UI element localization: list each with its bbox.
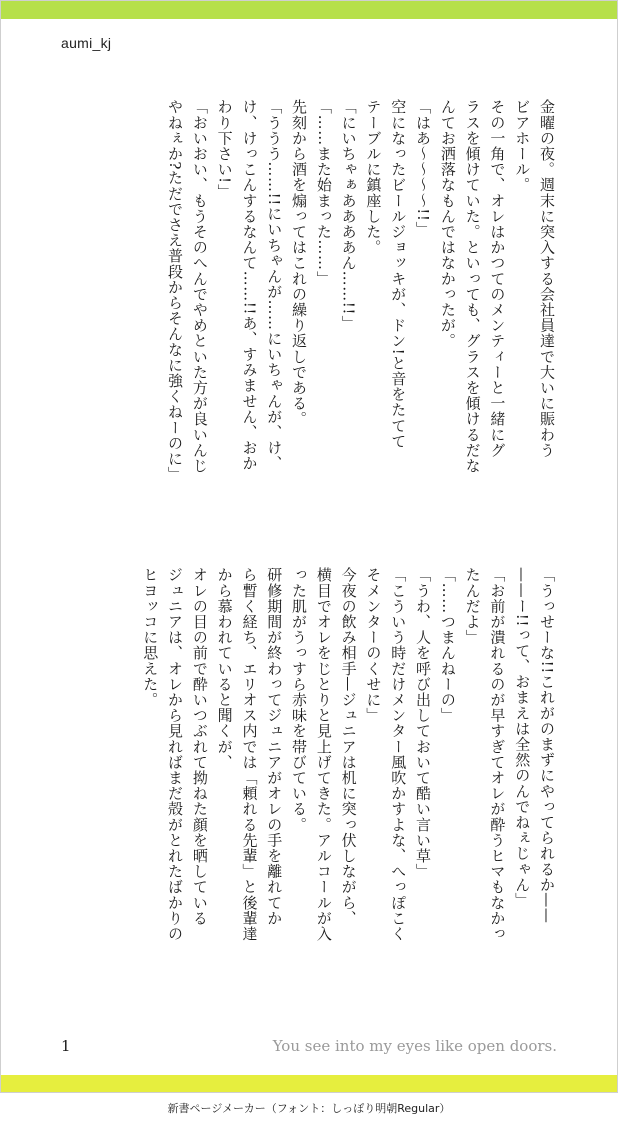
- text-line: 「うわ、人を呼び出しておいて酷い言い草」: [414, 567, 433, 879]
- text-line: 空になったビールジョッキが、ドン!と音をたてて: [389, 99, 408, 449]
- text-line: わり下さい!」: [215, 99, 234, 200]
- text-column-bottom: [61, 567, 559, 1013]
- page-tagline: You see into my eyes like open doors.: [272, 1037, 557, 1055]
- bottom-accent-bar: [1, 1075, 617, 1093]
- text-line: ジュニアは、オレから見ればまだ殻がとれたばかりの: [166, 567, 185, 942]
- text-line: ラスを傾けていた。といっても、グラスを傾けるだな: [463, 99, 482, 474]
- text-line: 横目でオレをじとりと見上げてきた。アルコールが入: [314, 567, 333, 942]
- text-line: 「ううう……!!にいちゃんが……にいちゃんが、け、: [265, 99, 284, 472]
- text-line: オレの目の前で酔いつぶれて拗ねた顔を晒している: [190, 567, 209, 926]
- text-line: テーブルに鎮座した。: [364, 99, 383, 255]
- text-line: ビアホール。: [513, 99, 532, 193]
- text-line: その一角で、オレはかつてのメンティーと一緒にグ: [488, 99, 507, 458]
- text-line: んてお洒落なもんではなかったが。: [438, 99, 457, 349]
- text-line: ヒヨッコに思えた。: [141, 567, 160, 708]
- text-line: やねぇか?ただでさえ普段からそんなに強くねーのに」: [166, 99, 185, 483]
- text-line: 「おいおい、もうそのへんでやめといた方が良いんじ: [190, 99, 209, 474]
- generator-credit: 新書ページメーカー（フォント：しっぽり明朝Regular）: [167, 1102, 451, 1115]
- text-line: け、けっこんするなんて……!!あ、すみません、おか: [240, 99, 259, 472]
- text-column-top: [61, 99, 559, 545]
- text-line: 「はあ〜〜〜〜!!」: [414, 99, 433, 238]
- text-line: 「こういう時だけメンター風吹かすよな、へっぽこく: [389, 567, 408, 942]
- text-line: そメンターのくせに」: [364, 567, 383, 723]
- text-line: ら暫く経ち、エリオス内では「頼れる先輩」と後輩達: [240, 567, 259, 942]
- text-line: 「にいちゃぁああああん……!!」: [339, 99, 358, 331]
- text-line: 「うっせーな!!これがのまずにやってられるか——: [538, 567, 556, 924]
- text-line: ——ー!!って、おまえは全然のんでねぇじゃん」: [513, 567, 532, 908]
- text-line: 「……つまんねーの」: [438, 567, 457, 723]
- text-line: 「……また始まった……」: [314, 99, 333, 287]
- page-number: 1: [61, 1037, 71, 1055]
- text-line: から慕われていると聞くが、: [215, 567, 234, 770]
- text-line: った肌がうっすら赤味を帯びている。: [290, 567, 309, 833]
- text-line: 今夜の飲み相手—ジュニアは机に突っ伏しながら、: [339, 567, 358, 926]
- text-line: 先刻から酒を煽ってはこれの繰り返しである。: [290, 99, 309, 427]
- author-name: aumi_kj: [61, 35, 112, 51]
- text-line: 「お前が潰れるのが早すぎてオレが酔うヒマもなかっ: [488, 567, 507, 942]
- text-line: たんだよ」: [463, 567, 482, 645]
- text-line: 研修期間が終わってジュニアがオレの手を離れてか: [265, 567, 284, 926]
- text-line: 金曜の夜。週末に突入する会社員達で大いに賑わう: [538, 99, 556, 458]
- top-accent-bar: [1, 1, 617, 19]
